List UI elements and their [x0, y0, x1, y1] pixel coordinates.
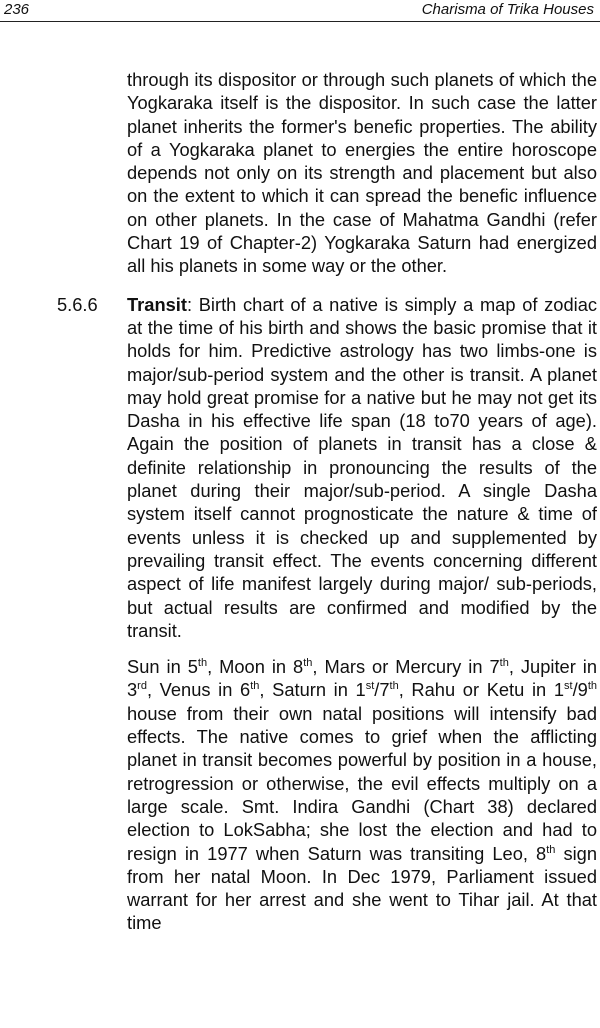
paragraph: through its dispositor or through such planets of which the Yogkaraka itself is the dispositor. In such case the latter planet inherits the former's benefic properties. The ability of a Yogkaraka planet to energies the entire horoscope depends not only on its strength and placement but also on the extent to which it can spread the benefic influence on other planets. In the case of Mahatma Gandhi (refer Chart 19 of Chapter-2) Yogkaraka Saturn had energized all his planets in some way or the other.: [127, 69, 597, 277]
header-rule: [0, 21, 600, 22]
running-title: Charisma of Trika Houses: [421, 1, 594, 18]
section-text: : Birth chart of a native is simply a map of zodiac at the time of his birth and shows the basic promise that it holds for him. Predictive astrology has two limbs-one is major/sub-period system and the other is transit. A planet may hold great promise for a native but he may not get its Dasha in his effective life span (18 to70 years of age). Again the position of planets in transit has a close & definite relationship in pronouncing the results of the planet during their major/sub-period. A single Dasha system itself cannot prognosticate the nature & time of events unless it is checked up and supplemented by prevailing transit effect. The events concerning different aspect of life manifest largely during major/ sub-periods, but actual results are confirmed and modified by the transit.: [127, 293, 597, 641]
section-title: Transit: [127, 293, 187, 315]
section-5-6-6: [57, 293, 597, 642]
page-number: 236: [4, 1, 30, 18]
paragraph-transit-effects: Sun in 5th, Moon in 8th, Mars or Mercury in 7th, Jupiter in 3rd, Venus in 6th, Saturn in 1st/7th, Rahu or Ketu in 1st/9th house from their own natal positions will intensify bad effects. The native comes to grief when the afflicting planet in transit becomes powerful by position in a house, retrogression or otherwise, the evil effects multiply on a large scale. Smt. Indira Gandhi (Chart 38) declared election to LokSabha; she lost the election and had to resign in 1977 when Saturn was transiting Leo, 8th sign from her natal Moon. In Dec 1979, Parliament issued warrant for her arrest and she went to Tihar jail. At that time: [127, 656, 598, 934]
page-header: [0, 0, 600, 22]
section-number: 5.6.6: [57, 293, 98, 315]
body-text: [57, 68, 598, 935]
